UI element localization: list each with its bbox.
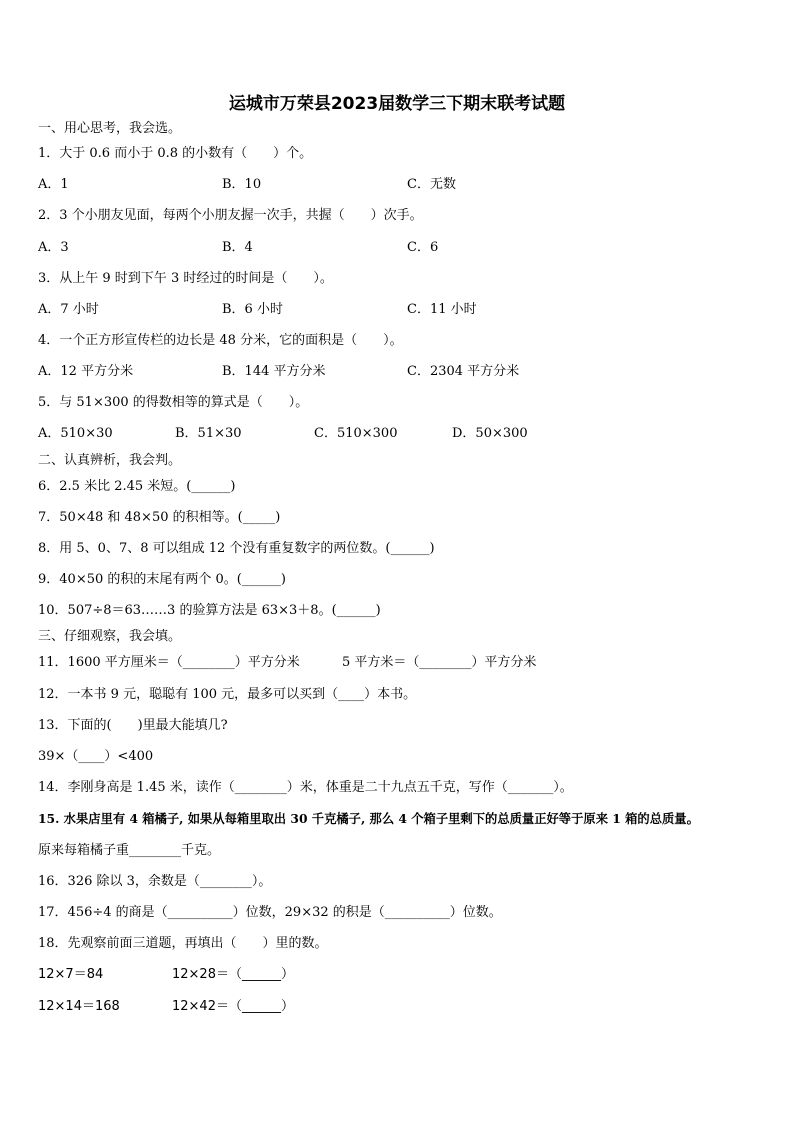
q5-option-c: C．510×300 [314,426,398,441]
question-18: 18．先观察前面三道题，再填出（ ）里的数。 [38,936,328,951]
question-5: 5．与 51×300 的得数相等的算式是（ ）。 [38,395,309,410]
question-9: 9．40×50 的积的末尾有两个 0。(______) [38,572,286,587]
q18-blank-1: 12×28＝（______） [172,967,294,982]
q5-option-b: B．51×30 [175,426,242,441]
q1-option-a: A．1 [38,177,69,192]
question-4: 4．一个正方形宣传栏的边长是 48 分米，它的面积是（ ）。 [38,333,403,348]
q2-option-a: A．3 [38,240,69,255]
question-11-part-1: 11．1600 平方厘米＝（________）平方分米 [38,655,300,670]
question-7: 7．50×48 和 48×50 的积相等。(_____) [38,510,281,525]
q3-option-b: B．6 小时 [222,302,283,317]
question-15-line-1: 15. 水果店里有 4 箱橘子, 如果从每箱里取出 30 千克橘子, 那么 4 个箱子里剩下的总质量正好等于原来 1 箱的总质量。 [38,811,699,826]
section-3-heading: 三、仔细观察，我会填。 [38,629,182,644]
section-1-heading: 一、用心思考，我会选。 [38,121,182,136]
q18-example-1: 12×7＝84 [38,967,104,982]
q18-example-2: 12×14＝168 [38,999,120,1014]
q3-option-a: A．7 小时 [38,302,99,317]
question-8: 8．用 5、0、7、8 可以组成 12 个没有重复数字的两位数。(______) [38,541,435,556]
q18-blank-2: 12×42＝（______） [172,999,294,1014]
question-2: 2．3 个小朋友见面，每两个小朋友握一次手，共握（ ）次手。 [38,208,423,223]
q5-option-d: D．50×300 [452,426,528,441]
question-15-line-2: 原来每箱橘子重________千克。 [38,843,221,858]
q1-option-c: C．无数 [407,177,456,192]
q2-option-b: B．4 [222,240,253,255]
question-12: 12．一本书 9 元，聪聪有 100 元，最多可以买到（____）本书。 [38,687,417,702]
question-17: 17．456÷4 的商是（__________）位数，29×32 的积是（__________）位数。 [38,905,502,920]
page-title: 运城市万荣县2023届数学三下期末联考试题 [228,94,566,114]
q2-option-c: C．6 [407,240,439,255]
question-10: 10．507÷8＝63……3 的验算方法是 63×3＋8。(______) [38,603,381,618]
question-6: 6．2.5 米比 2.45 米短。(______) [38,479,236,494]
question-13-expression: 39×（____）<400 [38,749,154,764]
question-16: 16．326 除以 3，余数是（________）。 [38,874,272,889]
q5-option-a: A．510×30 [38,426,113,441]
question-11-part-2: 5 平方米＝（________）平方分米 [342,655,537,670]
question-3: 3．从上午 9 时到下午 3 时经过的时间是（ ）。 [38,271,333,286]
question-1: 1．大于 0.6 而小于 0.8 的小数有（ ）个。 [38,146,313,161]
q4-option-b: B．144 平方分米 [222,364,326,379]
question-14: 14．李刚身高是 1.45 米，读作（________）米，体重是二十九点五千克，写作（_______）。 [38,780,573,795]
q3-option-c: C．11 小时 [407,302,477,317]
q1-option-b: B．10 [222,177,262,192]
section-2-heading: 二、认真辨析，我会判。 [38,453,182,468]
question-13: 13．下面的( )里最大能填几? [38,718,228,733]
q4-option-c: C．2304 平方分米 [407,364,520,379]
q4-option-a: A．12 平方分米 [38,364,134,379]
